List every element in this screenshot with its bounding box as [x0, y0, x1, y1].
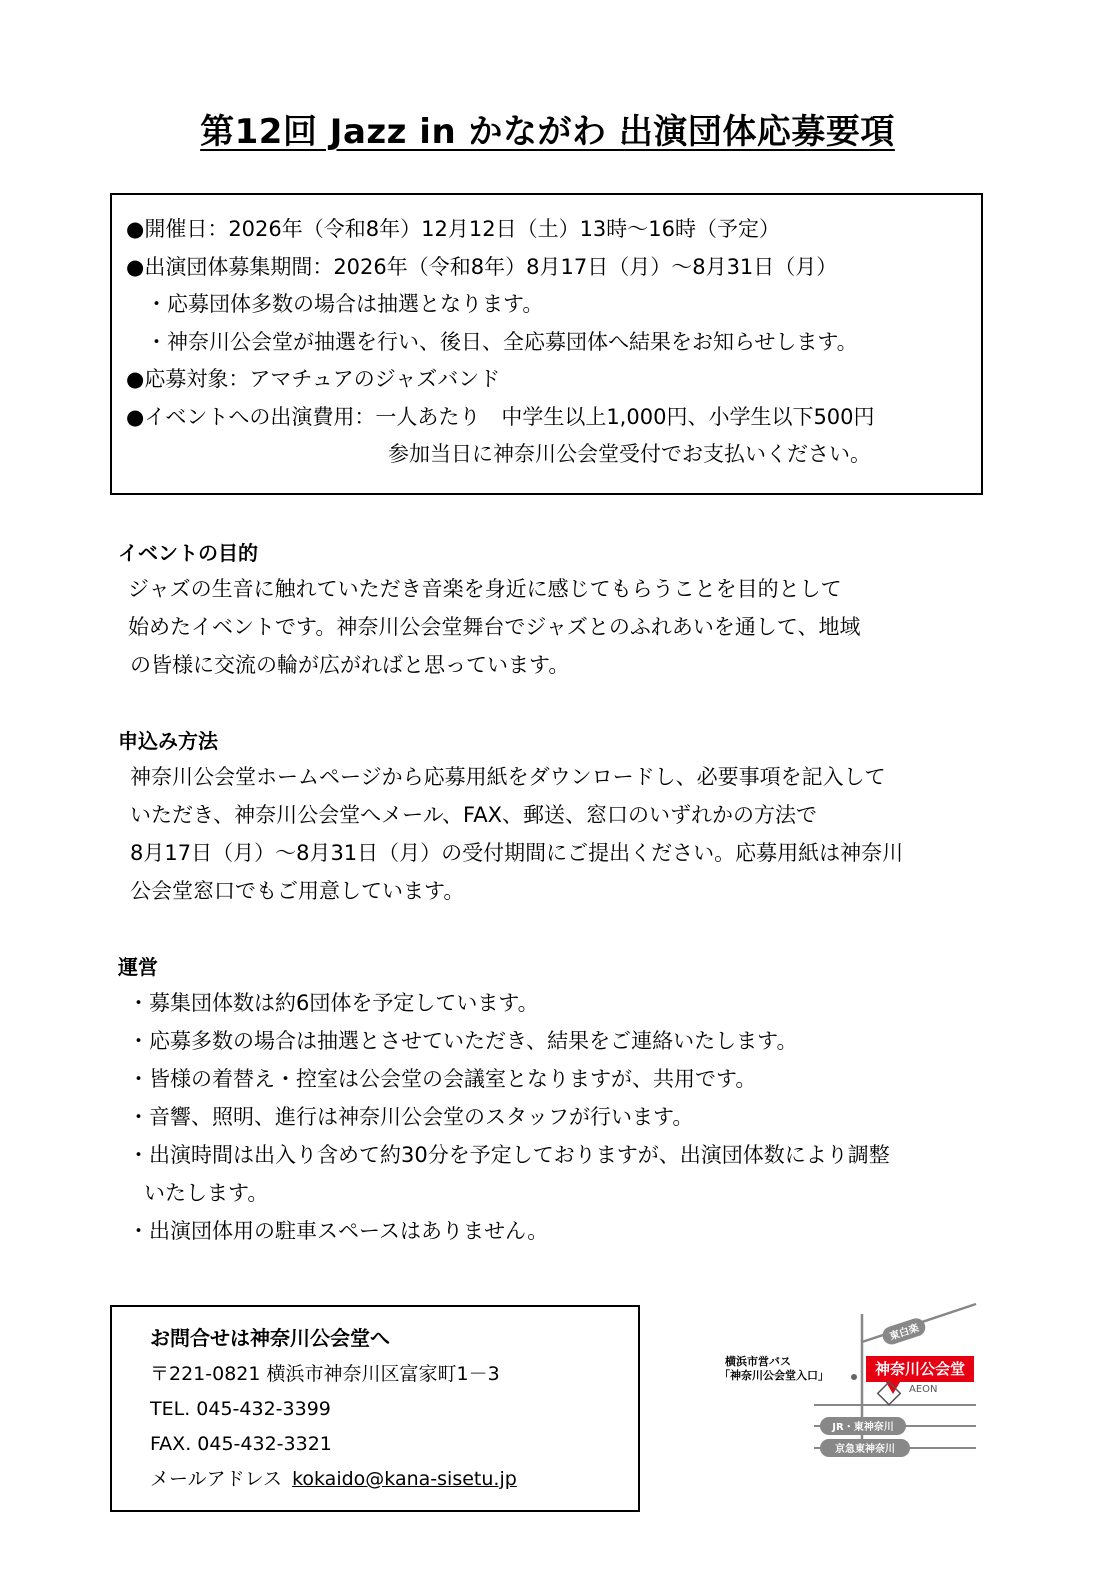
station2-label: 京急東神奈川 [835, 1444, 895, 1455]
email-link[interactable]: kokaido@kana-sisetu.jp [292, 1468, 517, 1490]
application-section [118, 724, 998, 910]
contact-box [110, 1305, 640, 1512]
payment-note: 参加当日に神奈川公会堂受付でお支払いください。 [388, 442, 871, 466]
page-title: 第12回 Jazz in かながわ 出演団体応募要項 [200, 112, 895, 152]
operation-section [118, 950, 998, 1250]
bus-stop-label [719, 1355, 829, 1383]
bus-stop-icon [851, 1374, 857, 1380]
access-map [714, 1300, 984, 1490]
street-badge [880, 1316, 927, 1347]
contact-tel: TEL. 045-432-3399 [150, 1398, 331, 1420]
contact-email-row [150, 1462, 638, 1497]
application-heading: 申込み方法 [118, 729, 218, 753]
contact-title: お問合せは神奈川公会堂へ [150, 1326, 390, 1350]
map-graphic [714, 1300, 984, 1490]
participation-fee: ●イベントへの出演費用：一人あたり 中学生以上1,000円、小学生以下500円 [126, 404, 875, 429]
operation-heading: 運営 [118, 955, 158, 979]
operation-item: ・応募多数の場合は抽選とさせていただき、結果をご連絡いたします。 [128, 1029, 798, 1053]
application-line: 公会堂窓口でもご用意しています。 [130, 879, 465, 903]
operation-item: ・出演時間は出入り含めて約30分を予定しておりますが、出演団体数により調整 [128, 1143, 890, 1167]
application-line: 8月17日（月）～8月31日（月）の受付期間にご提出ください。応募用紙は神奈川 [130, 841, 904, 865]
street-label: 東白楽 [888, 1322, 921, 1343]
operation-item: ・募集団体数は約6団体を予定しています。 [128, 991, 539, 1015]
operation-item: ・音響、照明、進行は神奈川公会堂のスタッフが行います。 [128, 1105, 694, 1129]
purpose-line: 始めたイベントです。神奈川公会堂舞台でジャズとのふれあいを通して、地域 [128, 615, 861, 639]
email-label: メールアドレス [150, 1468, 283, 1490]
contact-fax: FAX. 045-432-3321 [150, 1433, 332, 1455]
eligibility: ●応募対象：アマチュアのジャズバンド [126, 367, 501, 391]
bus-label-line2: 「神奈川公会堂入口」 [719, 1369, 829, 1382]
event-date: ●開催日：2026年（令和8年）12月12日（土）13時～16時（予定） [126, 217, 781, 241]
lottery-note: ・応募団体多数の場合は抽選となります。 [146, 292, 544, 316]
purpose-line: の皆様に交流の輪が広がればと思っています。 [130, 653, 570, 677]
station1-label: JR・東神奈川 [832, 1422, 894, 1433]
operation-item: ・出演団体用の駐車スペースはありません。 [128, 1219, 549, 1243]
operation-item: ・皆様の着替え・控室は公会堂の会議室となりますが、共用です。 [128, 1067, 757, 1091]
event-info-box [110, 193, 983, 495]
contact-address: 〒221-0821 横浜市神奈川区富家町1－3 [150, 1363, 500, 1385]
operation-item-continued: いたします。 [144, 1181, 269, 1205]
purpose-heading: イベントの目的 [118, 541, 258, 565]
lottery-result-note: ・神奈川公会堂が抽選を行い、後日、全応募団体へ結果をお知らせします。 [146, 329, 858, 354]
application-line: 神奈川公会堂ホームページから応募用紙をダウンロードし、必要事項を記入して [130, 765, 886, 789]
aeon-label: AEON [909, 1384, 938, 1395]
bus-label-line1: 横浜市営バス [725, 1355, 791, 1368]
purpose-line: ジャズの生音に触れていただき音楽を身近に感じてもらうことを目的として [128, 577, 842, 601]
application-line: いただき、神奈川公会堂へメール、FAX、郵送、窓口のいずれかの方法で [130, 803, 817, 827]
venue-label: 神奈川公会堂 [874, 1360, 966, 1378]
recruitment-period: ●出演団体募集期間：2026年（令和8年）8月17日（月）～8月31日（月） [126, 254, 838, 279]
purpose-section [118, 536, 998, 684]
